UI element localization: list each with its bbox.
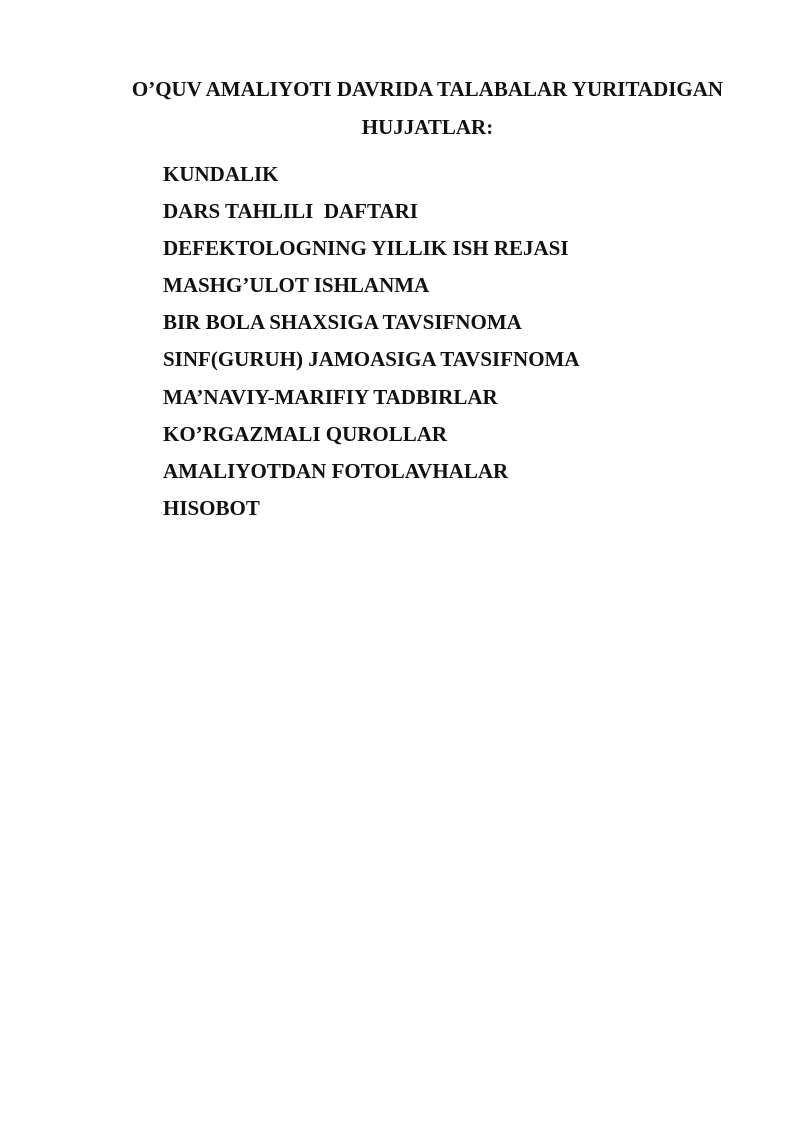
list-item-text: HISOBOT xyxy=(163,495,260,520)
list-item-text: AMALIYOTDAN FOTOLAVHALAR xyxy=(163,458,509,483)
list-item xyxy=(0,273,430,310)
list-item xyxy=(0,236,569,273)
list-item-text: KO’RGAZMALI QUROLLAR xyxy=(163,421,448,446)
list-item-text: DARS TAHLILI DAFTARI xyxy=(163,199,418,224)
list-item xyxy=(0,199,418,236)
list-item xyxy=(0,347,580,384)
list-item-text: SINF(GURUH) JAMOASIGA TAVSIFNOMA xyxy=(163,347,580,372)
document-title-line-2: HUJJATLAR: xyxy=(361,115,494,139)
list-item xyxy=(0,384,498,422)
list-item xyxy=(0,162,279,199)
list-item-text: DEFEKTOLOGNING YILLIK ISH REJASI xyxy=(163,236,569,261)
document-list xyxy=(0,162,580,533)
list-item-text: KUNDALIK xyxy=(163,162,279,186)
list-item xyxy=(0,421,448,459)
document-title-line-1: O’QUV AMALIYOTI DAVRIDA TALABALAR YURITADIGAN xyxy=(131,77,724,101)
list-item xyxy=(0,458,509,496)
list-item-text: BIR BOLA SHAXSIGA TAVSIFNOMA xyxy=(163,310,522,335)
list-item-text: MA’NAVIY-MARIFIY TADBIRLAR xyxy=(163,384,498,409)
list-item-text: MASHG’ULOT ISHLANMA xyxy=(163,273,430,298)
list-item xyxy=(0,310,522,347)
list-item xyxy=(0,495,260,533)
